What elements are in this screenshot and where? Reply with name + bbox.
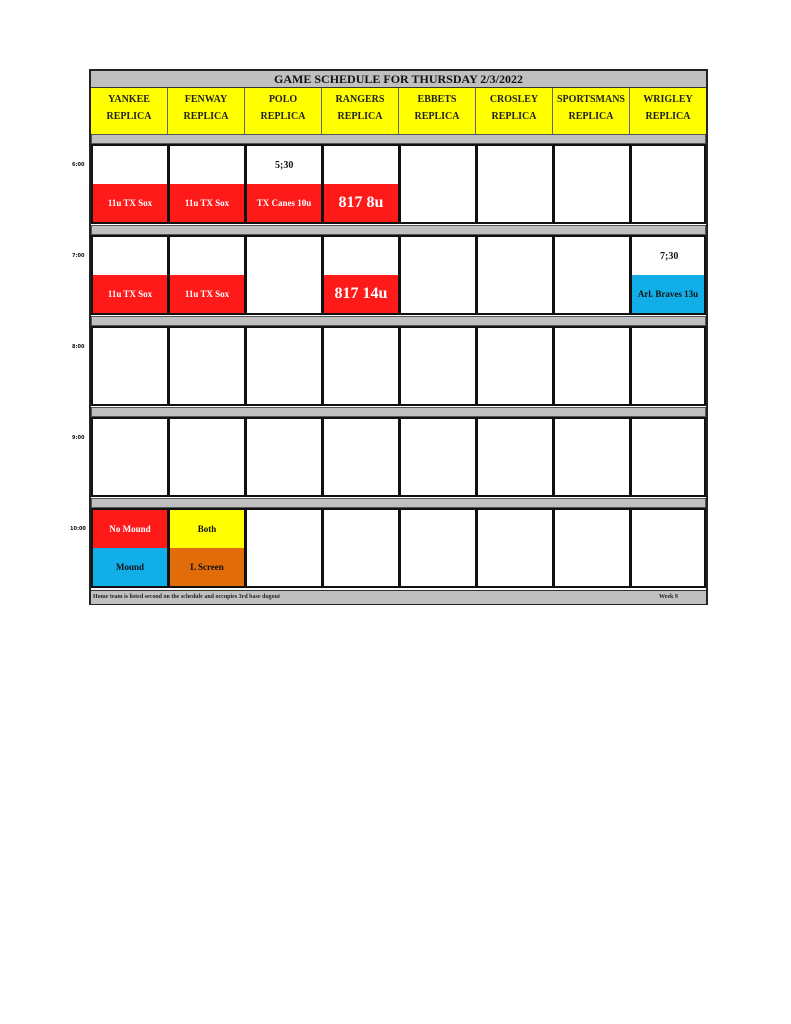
week-label: Week 9 <box>659 594 678 600</box>
time-label-7: 7:00 <box>72 253 85 259</box>
field-sub: REPLICA <box>260 111 306 122</box>
slot-10-sportsmans <box>553 508 631 588</box>
game-label: 11u TX Sox <box>170 184 244 222</box>
game-label: 817 8u <box>324 184 398 222</box>
field-name: POLO <box>268 94 298 105</box>
field-sub: REPLICA <box>568 111 614 122</box>
slot-6-fenway <box>168 144 246 224</box>
field-name: CROSLEY <box>489 94 539 105</box>
game-label: 11u TX Sox <box>170 275 244 313</box>
slot-9-fenway <box>168 417 246 497</box>
time-label-10: 10:00 <box>70 526 86 532</box>
slot-7-yankee <box>91 235 169 315</box>
row-divider <box>91 134 706 144</box>
field-header-wrigley <box>630 88 706 134</box>
legend-l-screen: L Screen <box>170 548 244 586</box>
field-header-crosley <box>476 88 553 134</box>
row-divider <box>91 407 706 417</box>
footer-bar <box>91 590 706 604</box>
field-header-ebbets <box>399 88 476 134</box>
schedule-sheet <box>89 69 708 605</box>
slot-10-wrigley <box>630 508 706 588</box>
slot-9-sportsmans <box>553 417 631 497</box>
time-label-8: 8:00 <box>72 344 85 350</box>
slot-10-crosley <box>476 508 554 588</box>
slot-9-yankee <box>91 417 169 497</box>
game-label: TX Canes 10u <box>247 184 321 222</box>
field-name: RANGERS <box>335 94 385 105</box>
slot-8-rangers <box>322 326 400 406</box>
field-name: EBBETS <box>417 94 457 105</box>
footer-note: Home team is listed second on the schedule and occupies 3rd base dugout <box>93 594 281 600</box>
legend-mound: Mound <box>93 548 167 586</box>
schedule-title: GAME SCHEDULE FOR THURSDAY 2/3/2022 <box>91 71 706 88</box>
field-sub: REPLICA <box>337 111 383 122</box>
slot-7-crosley <box>476 235 554 315</box>
field-header-yankee <box>91 88 168 134</box>
field-sub: REPLICA <box>414 111 460 122</box>
game-label: 11u TX Sox <box>93 275 167 313</box>
slot-6-sportsmans <box>553 144 631 224</box>
slot-9-wrigley <box>630 417 706 497</box>
slot-9-crosley <box>476 417 554 497</box>
legend-cell-yankee <box>91 508 169 588</box>
slot-7-ebbets <box>399 235 477 315</box>
slot-7-rangers <box>322 235 400 315</box>
slot-7-polo <box>245 235 323 315</box>
slot-7-wrigley <box>630 235 706 315</box>
game-label: Arl. Braves 13u <box>632 275 704 313</box>
field-sub: REPLICA <box>183 111 229 122</box>
game-label: 817 14u <box>324 275 398 313</box>
slot-8-wrigley <box>630 326 706 406</box>
slot-8-fenway <box>168 326 246 406</box>
slot-6-ebbets <box>399 144 477 224</box>
legend-cell-fenway <box>168 508 246 588</box>
time-label-9: 9:00 <box>72 435 85 441</box>
slot-6-wrigley <box>630 144 706 224</box>
slot-8-polo <box>245 326 323 406</box>
slot-6-yankee <box>91 144 169 224</box>
slot-7-sportsmans <box>553 235 631 315</box>
field-name: YANKEE <box>108 94 150 105</box>
field-name: SPORTSMANS <box>557 94 625 105</box>
slot-9-ebbets <box>399 417 477 497</box>
start-time-note: 5;30 <box>275 160 294 171</box>
slot-10-ebbets <box>399 508 477 588</box>
field-header-sportsmans <box>553 88 630 134</box>
field-header-fenway <box>168 88 245 134</box>
slot-8-crosley <box>476 326 554 406</box>
legend-no-mound: No Mound <box>93 510 167 548</box>
field-sub: REPLICA <box>645 111 691 122</box>
slot-8-sportsmans <box>553 326 631 406</box>
field-header-polo <box>245 88 322 134</box>
row-divider <box>91 225 706 235</box>
slot-6-crosley <box>476 144 554 224</box>
field-name: WRIGLEY <box>643 94 693 105</box>
legend-both: Both <box>170 510 244 548</box>
slot-9-polo <box>245 417 323 497</box>
row-divider <box>91 498 706 508</box>
slot-8-yankee <box>91 326 169 406</box>
slot-6-rangers <box>322 144 400 224</box>
field-sub: REPLICA <box>106 111 152 122</box>
time-label-6: 6:00 <box>72 162 85 168</box>
field-sub: REPLICA <box>491 111 537 122</box>
field-header-rangers <box>322 88 399 134</box>
row-divider <box>91 316 706 326</box>
slot-10-rangers <box>322 508 400 588</box>
slot-7-fenway <box>168 235 246 315</box>
slot-9-rangers <box>322 417 400 497</box>
game-label: 11u TX Sox <box>93 184 167 222</box>
slot-8-ebbets <box>399 326 477 406</box>
field-name: FENWAY <box>184 94 228 105</box>
start-time-note: 7;30 <box>660 251 679 262</box>
slot-10-polo <box>245 508 323 588</box>
slot-6-polo <box>245 144 323 224</box>
